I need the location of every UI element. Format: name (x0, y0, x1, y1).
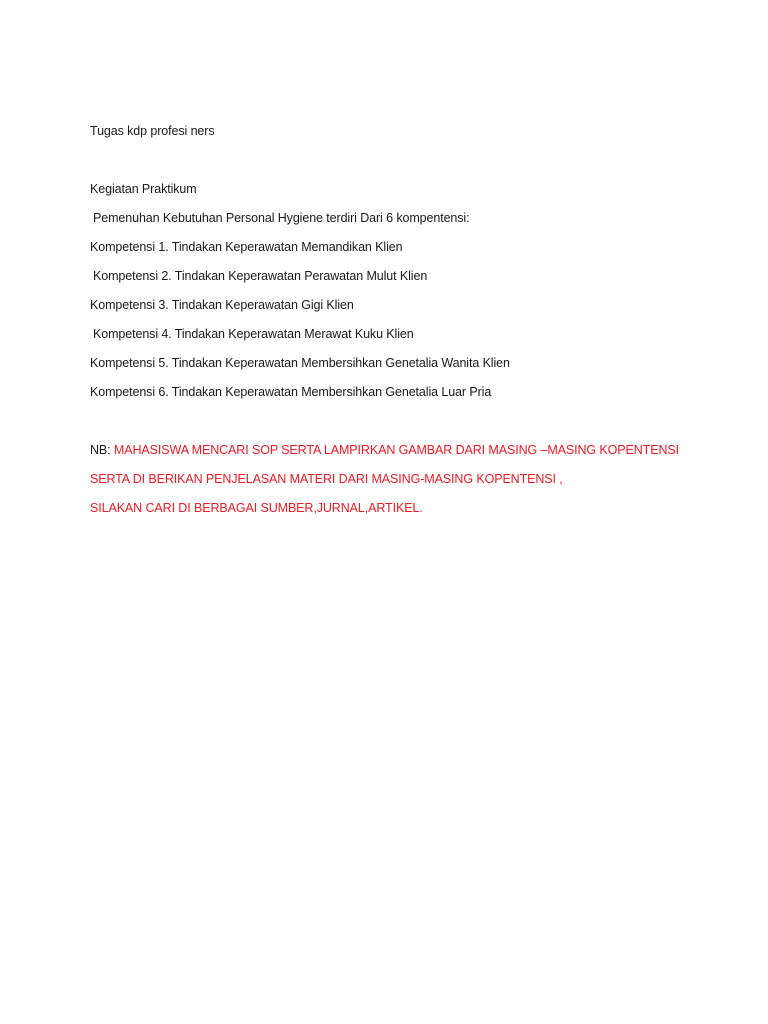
competency-item-3: Kompetensi 3. Tindakan Keperawatan Gigi Klien (90, 298, 354, 312)
competency-item-1: Kompetensi 1. Tindakan Keperawatan Memandikan Klien (90, 240, 403, 254)
intro-text: Pemenuhan Kebutuhan Personal Hygiene terdiri Dari 6 kompentensi: (93, 211, 470, 225)
note-text-1: MAHASISWA MENCARI SOP SERTA LAMPIRKAN GAMBAR DARI MASING –MASING KOPENTENSI (113, 443, 679, 457)
note-line-3: SILAKAN CARI DI BERBAGAI SUMBER,JURNAL,ARTIKEL. (90, 501, 423, 515)
competency-item-4: Kompetensi 4. Tindakan Keperawatan Merawat Kuku Klien (93, 327, 414, 341)
competency-item-6: Kompetensi 6. Tindakan Keperawatan Membersihkan Genetalia Luar Pria (90, 385, 492, 399)
competency-item-5: Kompetensi 5. Tindakan Keperawatan Membersihkan Genetalia Wanita Klien (90, 356, 510, 370)
document-title: Tugas kdp profesi ners (90, 124, 215, 138)
section-heading: Kegiatan Praktikum (90, 182, 197, 196)
note-line-2: SERTA DI BERIKAN PENJELASAN MATERI DARI MASING-MASING KOPENTENSI , (90, 472, 563, 486)
competency-item-2: Kompetensi 2. Tindakan Keperawatan Perawatan Mulut Klien (93, 269, 428, 283)
note-line-1 (90, 442, 679, 458)
note-label: NB: (90, 443, 111, 457)
